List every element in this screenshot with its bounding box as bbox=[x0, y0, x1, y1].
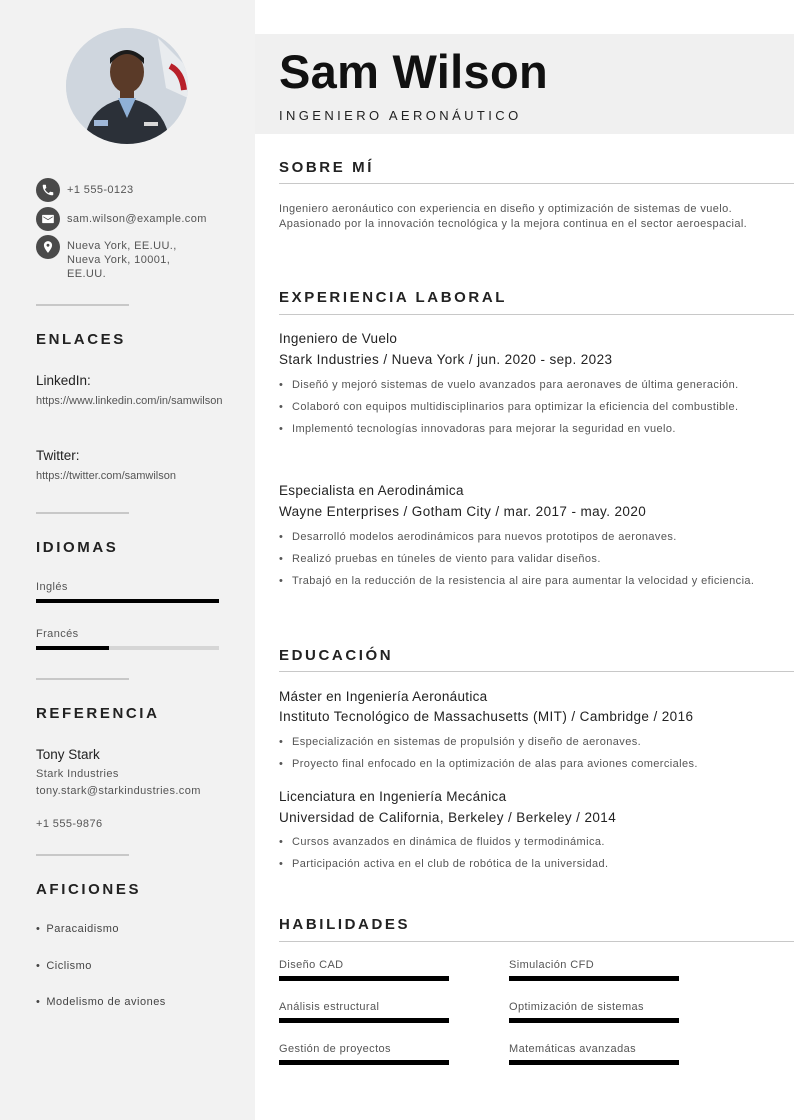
job-company: Wayne Enterprises / Gotham City / mar. 2017 - may. 2020 bbox=[279, 504, 647, 519]
language-level-bar bbox=[36, 646, 219, 650]
section-divider bbox=[279, 941, 794, 942]
sidebar-divider bbox=[36, 854, 129, 856]
twitter-url[interactable]: https://twitter.com/samwilson bbox=[36, 470, 176, 482]
skill-level-bar bbox=[509, 976, 679, 981]
address-line: Nueva York, 10001, bbox=[67, 254, 171, 266]
sidebar-divider bbox=[36, 304, 129, 306]
language-name: Francés bbox=[36, 628, 79, 640]
list-item: • Proyecto final enfocado en la optimización de alas para aviones comerciales. bbox=[279, 757, 779, 772]
section-divider bbox=[279, 671, 794, 672]
contact-phone-text: +1 555-0123 bbox=[67, 184, 134, 196]
skills-heading: HABILIDADES bbox=[279, 916, 411, 933]
contact-address bbox=[36, 235, 177, 281]
skill-level-bar bbox=[279, 1060, 449, 1065]
experience-heading: EXPERIENCIA LABORAL bbox=[279, 289, 508, 306]
about-heading: SOBRE MÍ bbox=[279, 159, 374, 176]
job-company: Stark Industries / Nueva York / jun. 2020 - sep. 2023 bbox=[279, 352, 613, 367]
skill-name: Matemáticas avanzadas bbox=[509, 1043, 637, 1055]
reference-heading: REFERENCIA bbox=[36, 705, 160, 722]
profile-photo bbox=[66, 28, 188, 144]
contact-address-text bbox=[67, 239, 177, 281]
links-heading: ENLACES bbox=[36, 331, 126, 348]
linkedin-label: LinkedIn: bbox=[36, 373, 91, 388]
location-pin-icon bbox=[36, 235, 60, 259]
degree-school: Instituto Tecnológico de Massachusetts (MIT) / Cambridge / 2016 bbox=[279, 709, 694, 724]
language-level-bar bbox=[36, 599, 219, 603]
skill-name: Gestión de proyectos bbox=[279, 1043, 391, 1055]
skill-name: Diseño CAD bbox=[279, 959, 344, 971]
hobby-item: • Modelismo de aviones bbox=[36, 996, 166, 1008]
twitter-label: Twitter: bbox=[36, 448, 80, 463]
list-item: • Especialización en sistemas de propulsión y diseño de aeronaves. bbox=[279, 735, 779, 750]
degree-school: Universidad de California, Berkeley / Berkeley / 2014 bbox=[279, 810, 617, 825]
section-divider bbox=[279, 314, 794, 315]
list-item: • Diseñó y mejoró sistemas de vuelo avanzados para aeronaves de última generación. bbox=[279, 378, 779, 393]
contact-phone bbox=[36, 178, 134, 202]
degree-title: Licenciatura en Ingeniería Mecánica bbox=[279, 789, 507, 804]
hobby-item: • Paracaidismo bbox=[36, 923, 119, 935]
job-title: Especialista en Aerodinámica bbox=[279, 483, 464, 498]
skill-level-bar bbox=[509, 1060, 679, 1065]
skill-level-bar bbox=[279, 1018, 449, 1023]
about-text: Ingeniero aeronáutico con experiencia en diseño y optimización de sistemas de vuelo. Apasionado por la innovación tecnológica y la mejora continua en el sector aeroespacial. bbox=[279, 203, 748, 230]
language-level-fill bbox=[36, 599, 219, 603]
main-content bbox=[255, 0, 794, 1120]
list-item: • Cursos avanzados en dinámica de fluidos y termodinámica. bbox=[279, 835, 779, 850]
contact-email bbox=[36, 207, 207, 231]
section-divider bbox=[279, 183, 794, 184]
languages-heading: IDIOMAS bbox=[36, 539, 119, 556]
skill-name: Optimización de sistemas bbox=[509, 1001, 644, 1013]
degree-bullets bbox=[279, 835, 779, 879]
list-item: • Desarrolló modelos aerodinámicos para nuevos prototipos de aeronaves. bbox=[279, 530, 779, 545]
degree-title: Máster en Ingeniería Aeronáutica bbox=[279, 689, 488, 704]
list-item: • Implementó tecnologías innovadoras para mejorar la seguridad en vuelo. bbox=[279, 422, 779, 437]
education-heading: EDUCACIÓN bbox=[279, 647, 394, 664]
address-line: Nueva York, EE.UU., bbox=[67, 240, 177, 252]
hobbies-heading: AFICIONES bbox=[36, 881, 142, 898]
person-role: INGENIERO AERONÁUTICO bbox=[279, 108, 522, 123]
contact-email-text: sam.wilson@example.com bbox=[67, 213, 207, 225]
hobby-item: • Ciclismo bbox=[36, 960, 92, 972]
skill-level-bar bbox=[279, 976, 449, 981]
job-bullets bbox=[279, 378, 779, 444]
linkedin-url[interactable]: https://www.linkedin.com/in/samwilson bbox=[36, 395, 223, 407]
language-level-fill bbox=[36, 646, 109, 650]
reference-name: Tony Stark bbox=[36, 747, 100, 762]
person-name: Sam Wilson bbox=[279, 45, 548, 98]
phone-icon bbox=[36, 178, 60, 202]
sidebar-divider bbox=[36, 678, 129, 680]
reference-email: tony.stark@starkindustries.com bbox=[36, 785, 201, 797]
profile-photo-illustration bbox=[66, 28, 188, 144]
sidebar-divider bbox=[36, 512, 129, 514]
skill-name: Simulación CFD bbox=[509, 959, 595, 971]
skill-level-bar bbox=[509, 1018, 679, 1023]
list-item: • Realizó pruebas en túneles de viento para validar diseños. bbox=[279, 552, 779, 567]
skill-name: Análisis estructural bbox=[279, 1001, 380, 1013]
language-name: Inglés bbox=[36, 581, 68, 593]
reference-phone: +1 555-9876 bbox=[36, 818, 103, 830]
list-item: • Colaboró con equipos multidisciplinarios para optimizar la eficiencia del combustible. bbox=[279, 400, 779, 415]
sidebar bbox=[0, 0, 255, 1120]
job-bullets bbox=[279, 530, 779, 596]
reference-company: Stark Industries bbox=[36, 768, 119, 780]
mail-icon bbox=[36, 207, 60, 231]
list-item: • Participación activa en el club de robótica de la universidad. bbox=[279, 857, 779, 872]
job-title: Ingeniero de Vuelo bbox=[279, 331, 398, 346]
address-line: EE.UU. bbox=[67, 268, 107, 280]
degree-bullets bbox=[279, 735, 779, 779]
list-item: • Trabajó en la reducción de la resistencia al aire para aumentar la velocidad y eficiencia. bbox=[279, 574, 779, 589]
